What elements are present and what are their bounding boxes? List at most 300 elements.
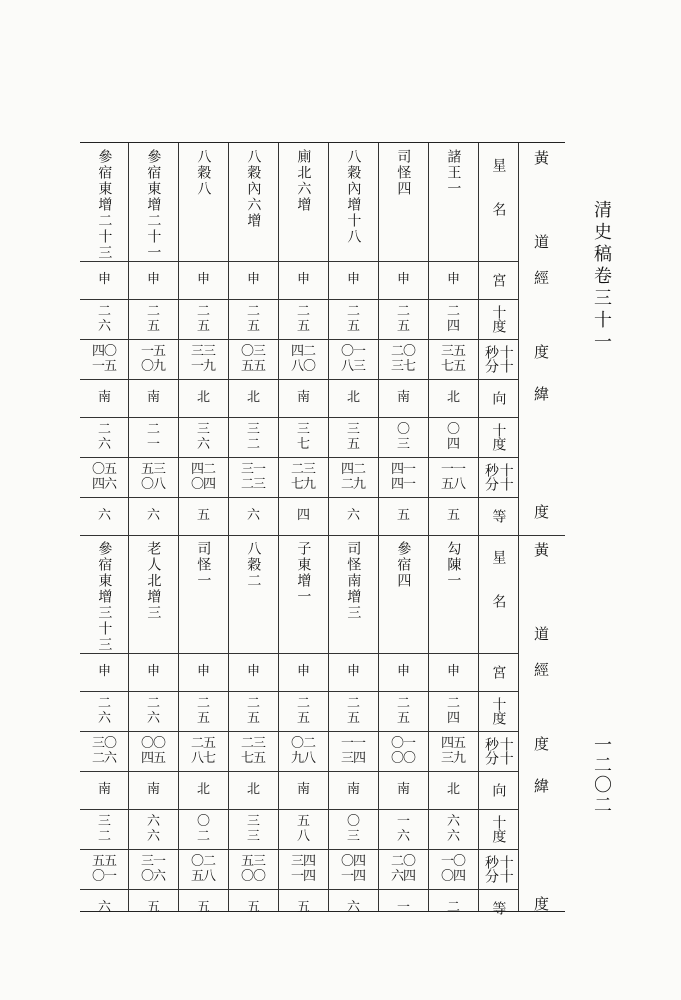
- cell-du: [428, 691, 478, 731]
- value: 二: [446, 900, 459, 916]
- value: 申: [346, 272, 359, 288]
- cell-xiang: [328, 379, 378, 417]
- cell-du: [278, 691, 328, 731]
- cell-deng: [80, 497, 128, 535]
- header-label: 十十秒分: [483, 855, 514, 883]
- value: 二〇 六四: [390, 854, 415, 884]
- value: 二 四: [446, 304, 459, 334]
- value: 〇二 五八: [190, 854, 215, 884]
- value: 北: [446, 782, 459, 798]
- value: 二 五: [246, 696, 259, 726]
- cell-wd: [80, 417, 128, 457]
- cell-wmf: [128, 849, 178, 889]
- cell-name: [278, 535, 328, 659]
- value: 六: [346, 900, 359, 916]
- value: 〇五 四六: [91, 462, 116, 492]
- cell-deng: [178, 497, 228, 535]
- header-label: 宮: [490, 665, 507, 679]
- header-wd: [478, 809, 518, 849]
- value: 南: [146, 390, 159, 406]
- value: 北: [246, 782, 259, 798]
- block-divider: [80, 535, 565, 536]
- value: 申: [246, 664, 259, 680]
- value: 二 五: [196, 696, 209, 726]
- cell-deng: [428, 497, 478, 535]
- header-wmf: [478, 849, 518, 889]
- value: 五 八: [296, 814, 309, 844]
- label-dao: 道: [533, 233, 549, 252]
- cell-wmf: [178, 849, 228, 889]
- value: 一〇 〇四: [440, 854, 465, 884]
- cell-mf: [328, 731, 378, 771]
- value: 三四 一四: [290, 854, 315, 884]
- cell-xiang: [228, 771, 278, 809]
- cell-name: [428, 535, 478, 659]
- header-label: 十十秒分: [483, 463, 514, 491]
- cell-wd: [80, 809, 128, 849]
- value: 五: [196, 508, 209, 524]
- cell-name: [228, 143, 278, 267]
- cell-gong: [328, 261, 378, 299]
- value: 南: [97, 782, 110, 798]
- value: 北: [346, 390, 359, 406]
- cell-deng: [428, 889, 478, 927]
- cell-gong: [378, 653, 428, 691]
- star-name: 參宿東增二十三: [96, 149, 113, 261]
- value: 南: [396, 782, 409, 798]
- cell-wd: [328, 809, 378, 849]
- star-name: 參宿東增三十三: [96, 541, 113, 653]
- cell-gong: [128, 261, 178, 299]
- cell-gong: [378, 261, 428, 299]
- value: 二 五: [296, 304, 309, 334]
- cell-mf: [278, 731, 328, 771]
- star-name: 老人北增三: [145, 541, 162, 621]
- value: 〇〇 四五: [140, 736, 165, 766]
- value: 五三 〇〇: [240, 854, 265, 884]
- value: 北: [446, 390, 459, 406]
- header-du: [478, 691, 518, 731]
- cell-name: [80, 143, 128, 267]
- value: 二 四: [446, 696, 459, 726]
- label-dao: 道: [533, 625, 549, 644]
- header-gong: [478, 653, 518, 691]
- label-du2: 度: [533, 503, 549, 522]
- value: 六: [146, 508, 159, 524]
- cell-name: [128, 535, 178, 659]
- cell-xiang: [80, 379, 128, 417]
- value: 五: [396, 508, 409, 524]
- value: 五: [196, 900, 209, 916]
- cell-du: [228, 691, 278, 731]
- cell-mf: [80, 339, 128, 379]
- cell-wmf: [228, 849, 278, 889]
- cell-wmf: [128, 457, 178, 497]
- cell-mf: [278, 339, 328, 379]
- cell-deng: [278, 497, 328, 535]
- cell-deng: [128, 497, 178, 535]
- value: 五: [246, 900, 259, 916]
- cell-gong: [228, 261, 278, 299]
- value: 二 五: [146, 304, 159, 334]
- value: 〇二 九八: [290, 736, 315, 766]
- value: 二 五: [196, 304, 209, 334]
- cell-deng: [228, 497, 278, 535]
- cell-wmf: [328, 849, 378, 889]
- label-huangdao: 黃: [533, 149, 549, 168]
- label-jing: 經: [533, 661, 549, 680]
- cell-deng: [228, 889, 278, 927]
- value: 二 六: [97, 422, 110, 452]
- header-mf: [478, 731, 518, 771]
- cell-wd: [228, 417, 278, 457]
- value: 南: [346, 782, 359, 798]
- value: 〇一 八三: [340, 344, 365, 374]
- header-label: 等: [490, 509, 507, 523]
- page-number: 一二〇二: [591, 735, 612, 815]
- header-wmf: [478, 457, 518, 497]
- value: 三 二: [97, 814, 110, 844]
- cell-wd: [178, 809, 228, 849]
- value: 二 五: [296, 696, 309, 726]
- cell-wmf: [278, 457, 328, 497]
- header-deng: [478, 889, 518, 927]
- cell-gong: [178, 653, 228, 691]
- value: 二 五: [346, 304, 359, 334]
- value: 五五 〇一: [91, 854, 116, 884]
- value: 三 三: [246, 814, 259, 844]
- header-label: 十十秒分: [483, 345, 514, 373]
- cell-mf: [328, 339, 378, 379]
- cell-name: [228, 535, 278, 659]
- star-name: 廁北六增: [295, 149, 312, 213]
- cell-wd: [328, 417, 378, 457]
- value: 南: [296, 782, 309, 798]
- cell-xiang: [428, 771, 478, 809]
- value: 四二 八〇: [290, 344, 315, 374]
- value: 〇四 一四: [340, 854, 365, 884]
- value: 申: [346, 664, 359, 680]
- header-label: 十度: [490, 423, 507, 451]
- cell-du: [378, 691, 428, 731]
- value: 二 五: [346, 696, 359, 726]
- cell-xiang: [178, 379, 228, 417]
- value: 六 六: [446, 814, 459, 844]
- value: 三〇 二六: [91, 736, 116, 766]
- cell-name: [128, 143, 178, 267]
- value: 〇 三: [346, 814, 359, 844]
- cell-wmf: [328, 457, 378, 497]
- cell-xiang: [278, 379, 328, 417]
- cell-xiang: [178, 771, 228, 809]
- header-name: [478, 143, 518, 261]
- cell-mf: [378, 339, 428, 379]
- cell-name: [178, 535, 228, 659]
- value: 四五 三九: [440, 736, 465, 766]
- cell-wd: [278, 809, 328, 849]
- cell-du: [278, 299, 328, 339]
- cell-wd: [428, 809, 478, 849]
- value: 南: [97, 390, 110, 406]
- value: 三一 〇六: [140, 854, 165, 884]
- cell-deng: [278, 889, 328, 927]
- cell-du: [80, 299, 128, 339]
- value: 申: [146, 272, 159, 288]
- cell-mf: [228, 339, 278, 379]
- star-name: 八穀內六增: [245, 149, 262, 229]
- value: 申: [446, 664, 459, 680]
- cell-deng: [378, 497, 428, 535]
- label-huangdao: 黃: [533, 541, 549, 560]
- cell-wd: [428, 417, 478, 457]
- value: 二三 七五: [240, 736, 265, 766]
- cell-name: [80, 535, 128, 659]
- cell-wmf: [378, 457, 428, 497]
- cell-gong: [80, 261, 128, 299]
- cell-wd: [378, 417, 428, 457]
- star-name: 八穀二: [245, 541, 262, 589]
- cell-du: [378, 299, 428, 339]
- label-du2: 度: [533, 895, 549, 914]
- header-deng: [478, 497, 518, 535]
- star-name: 勾陳一: [445, 541, 462, 589]
- value: 申: [146, 664, 159, 680]
- cell-wmf: [80, 457, 128, 497]
- cell-deng: [378, 889, 428, 927]
- header-name: [478, 535, 518, 653]
- value: 申: [296, 664, 309, 680]
- value: 二 六: [97, 696, 110, 726]
- star-name: 司怪一: [195, 541, 212, 589]
- value: 南: [296, 390, 309, 406]
- cell-deng: [178, 889, 228, 927]
- header-label: 星名: [490, 158, 507, 246]
- cell-gong: [228, 653, 278, 691]
- cell-name: [278, 143, 328, 267]
- cell-deng: [128, 889, 178, 927]
- star-catalog-table: [80, 142, 565, 916]
- value: 三 六: [196, 422, 209, 452]
- cell-mf: [428, 339, 478, 379]
- cell-name: [428, 143, 478, 267]
- cell-wmf: [178, 457, 228, 497]
- label-wei: 緯: [533, 777, 549, 796]
- cell-xiang: [128, 771, 178, 809]
- value: 二〇 三七: [390, 344, 415, 374]
- value: 四二 〇四: [190, 462, 215, 492]
- value: 四: [296, 508, 309, 524]
- value: 〇 四: [446, 422, 459, 452]
- cell-gong: [278, 653, 328, 691]
- cell-du: [128, 299, 178, 339]
- header-label: 向: [490, 783, 507, 797]
- value: 一一 三四: [340, 736, 365, 766]
- value: 申: [396, 664, 409, 680]
- value: 五三 〇八: [140, 462, 165, 492]
- cell-du: [178, 691, 228, 731]
- header-gong: [478, 261, 518, 299]
- cell-xiang: [428, 379, 478, 417]
- value: 一: [396, 900, 409, 916]
- header-label: 等: [490, 901, 507, 915]
- value: 五: [146, 900, 159, 916]
- label-wei: 緯: [533, 385, 549, 404]
- header-label: 宮: [490, 273, 507, 287]
- star-name: 八穀八: [195, 149, 212, 197]
- cell-xiang: [378, 379, 428, 417]
- value: 北: [196, 782, 209, 798]
- cell-wd: [178, 417, 228, 457]
- value: 六: [246, 508, 259, 524]
- cell-wd: [278, 417, 328, 457]
- cell-xiang: [378, 771, 428, 809]
- value: 四二 二九: [340, 462, 365, 492]
- value: 三三 一九: [190, 344, 215, 374]
- cell-gong: [428, 261, 478, 299]
- value: 二三 七九: [290, 462, 315, 492]
- header-label: 十度: [490, 815, 507, 843]
- header-wd: [478, 417, 518, 457]
- cell-wmf: [378, 849, 428, 889]
- value: 四〇 一五: [91, 344, 116, 374]
- label-du1: 度: [533, 735, 549, 754]
- value: 申: [246, 272, 259, 288]
- cell-mf: [428, 731, 478, 771]
- cell-wmf: [428, 457, 478, 497]
- value: 二 一: [146, 422, 159, 452]
- cell-gong: [178, 261, 228, 299]
- header-xiang: [478, 771, 518, 809]
- value: 〇三 五五: [240, 344, 265, 374]
- cell-xiang: [80, 771, 128, 809]
- cell-du: [328, 299, 378, 339]
- value: 南: [146, 782, 159, 798]
- value: 申: [97, 272, 110, 288]
- cell-name: [328, 143, 378, 267]
- value: 申: [97, 664, 110, 680]
- cell-wd: [228, 809, 278, 849]
- value: 三五 七五: [440, 344, 465, 374]
- value: 申: [396, 272, 409, 288]
- header-mf: [478, 339, 518, 379]
- star-name: 參宿四: [395, 541, 412, 589]
- value: 申: [196, 664, 209, 680]
- cell-mf: [128, 731, 178, 771]
- cell-deng: [328, 497, 378, 535]
- cell-gong: [428, 653, 478, 691]
- cell-xiang: [128, 379, 178, 417]
- cell-mf: [178, 731, 228, 771]
- cell-xiang: [278, 771, 328, 809]
- value: 二 六: [146, 696, 159, 726]
- cell-wmf: [428, 849, 478, 889]
- cell-mf: [128, 339, 178, 379]
- book-title: 清史稿卷三十一: [591, 200, 612, 354]
- value: 四一 四一: [390, 462, 415, 492]
- value: 〇一 〇〇: [390, 736, 415, 766]
- value: 一一 五八: [440, 462, 465, 492]
- value: 六: [97, 900, 110, 916]
- value: 申: [446, 272, 459, 288]
- cell-wmf: [228, 457, 278, 497]
- cell-wmf: [80, 849, 128, 889]
- star-name: 諸王一: [445, 149, 462, 197]
- star-name: 司怪南增三: [345, 541, 362, 621]
- cell-mf: [80, 731, 128, 771]
- cell-mf: [178, 339, 228, 379]
- cell-du: [228, 299, 278, 339]
- header-du: [478, 299, 518, 339]
- value: 〇 三: [396, 422, 409, 452]
- cell-deng: [80, 889, 128, 927]
- value: 一五 〇九: [140, 344, 165, 374]
- value: 六: [97, 508, 110, 524]
- cell-gong: [328, 653, 378, 691]
- cell-du: [80, 691, 128, 731]
- label-jing: 經: [533, 269, 549, 288]
- value: 北: [196, 390, 209, 406]
- label-du1: 度: [533, 343, 549, 362]
- value: 三 五: [346, 422, 359, 452]
- value: 二 六: [97, 304, 110, 334]
- value: 五: [446, 508, 459, 524]
- value: 北: [246, 390, 259, 406]
- cell-wd: [128, 809, 178, 849]
- cell-gong: [278, 261, 328, 299]
- value: 〇 二: [196, 814, 209, 844]
- star-name: 八穀內增十八: [345, 149, 362, 245]
- value: 南: [396, 390, 409, 406]
- cell-mf: [228, 731, 278, 771]
- value: 二五 八七: [190, 736, 215, 766]
- value: 三一 二三: [240, 462, 265, 492]
- header-label: 十度: [490, 697, 507, 725]
- header-xiang: [478, 379, 518, 417]
- cell-name: [378, 535, 428, 659]
- cell-mf: [378, 731, 428, 771]
- value: 三 七: [296, 422, 309, 452]
- value: 二 五: [396, 696, 409, 726]
- cell-xiang: [228, 379, 278, 417]
- value: 六: [346, 508, 359, 524]
- star-name: 子東增一: [295, 541, 312, 605]
- value: 申: [196, 272, 209, 288]
- cell-wd: [378, 809, 428, 849]
- cell-du: [428, 299, 478, 339]
- cell-gong: [80, 653, 128, 691]
- value: 一 六: [396, 814, 409, 844]
- cell-du: [128, 691, 178, 731]
- value: 五: [296, 900, 309, 916]
- header-label: 十十秒分: [483, 737, 514, 765]
- cell-gong: [128, 653, 178, 691]
- cell-name: [378, 143, 428, 267]
- star-name: 參宿東增二十一: [145, 149, 162, 261]
- cell-wd: [128, 417, 178, 457]
- value: 二 五: [246, 304, 259, 334]
- header-label: 十度: [490, 305, 507, 333]
- cell-xiang: [328, 771, 378, 809]
- star-name: 司怪四: [395, 149, 412, 197]
- cell-name: [328, 535, 378, 659]
- cell-deng: [328, 889, 378, 927]
- cell-du: [328, 691, 378, 731]
- cell-du: [178, 299, 228, 339]
- cell-name: [178, 143, 228, 267]
- header-label: 星名: [490, 550, 507, 638]
- value: 三 二: [246, 422, 259, 452]
- cell-wmf: [278, 849, 328, 889]
